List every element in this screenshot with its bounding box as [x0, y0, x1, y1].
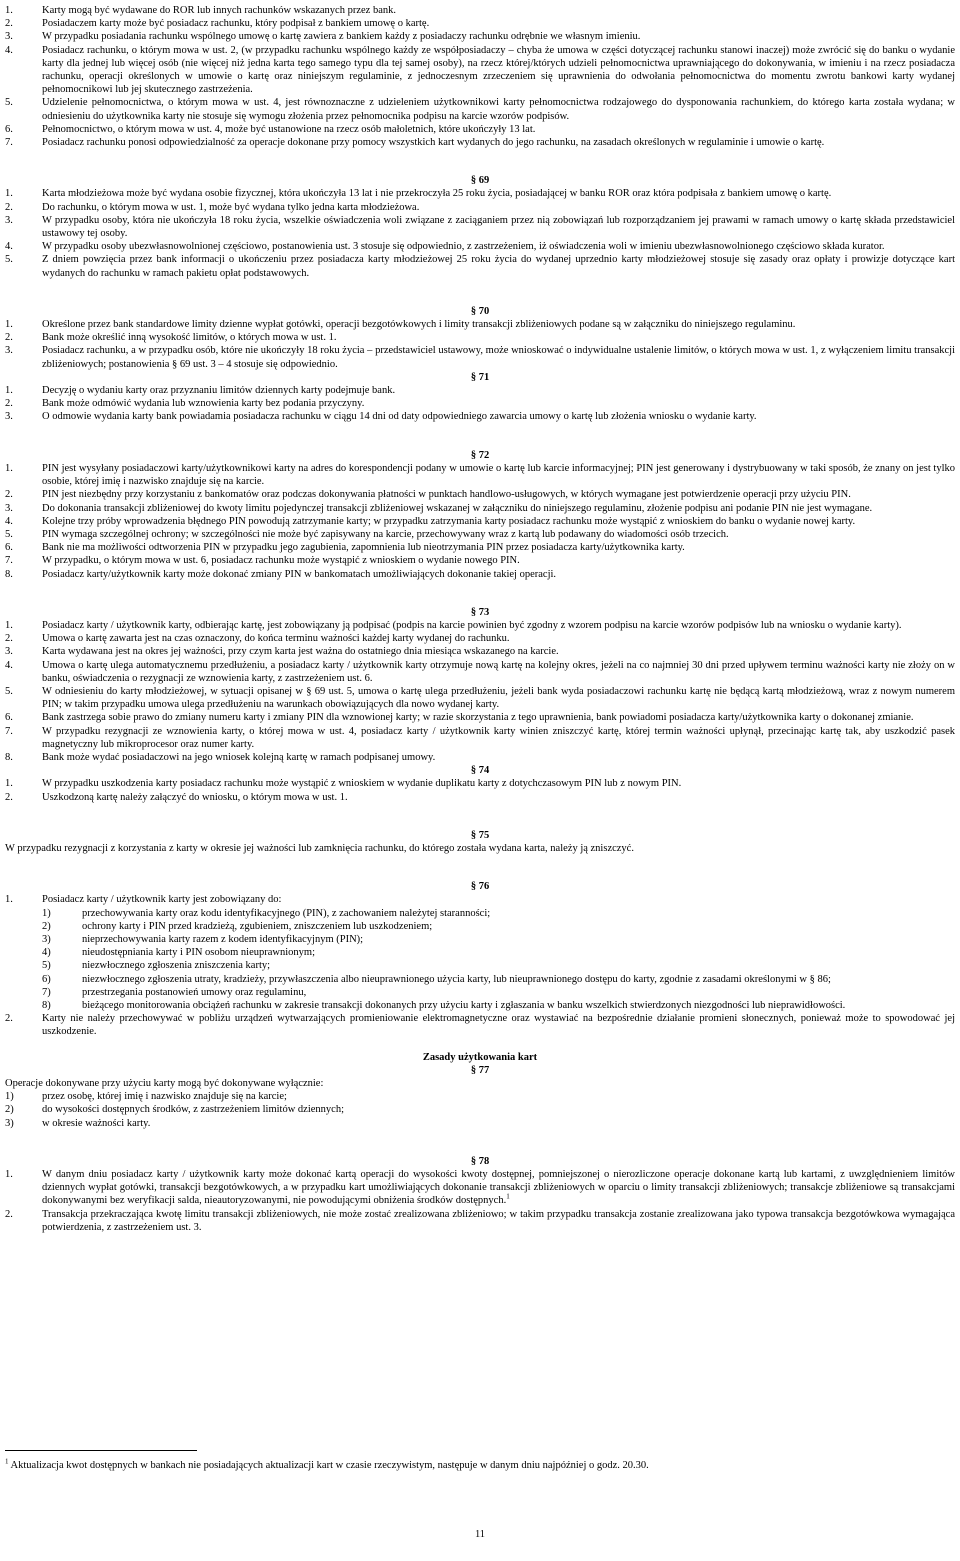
- list-item: 1. PIN jest wysyłany posiadaczowi karty/użytkownikowi karty na adres do korespondencji podany w umowie o kartę lub karcie informacyjnej; PIN jest generowany i dystrybuowany w taki sposób, że znany on jest tylko osobie, której imię i nazwisko znajduje się na karcie.: [5, 462, 955, 488]
- list-item: 1. Posiadacz karty / użytkownik karty jest zobowiązany do:: [5, 894, 282, 906]
- sub-list-item: 7) przestrzegania postanowień umowy oraz regulaminu,: [42, 986, 307, 998]
- list-item: 2. Do rachunku, o którym mowa w ust. 1, może być wydana tylko jedna karta młodzieżowa.: [5, 201, 420, 213]
- section-77: [5, 1077, 955, 1130]
- list-item: 6. Pełnomocnictwo, o którym mowa w ust. 4, może być ustanowione na rzecz osób małoletnich, które ukończyły 13 lat.: [5, 123, 536, 135]
- list-item: 8. Posiadacz karty/użytkownik karty może dokonać zmiany PIN w bankomatach umożliwiających dokonanie takiej operacji.: [5, 568, 557, 580]
- paragraph-heading-70: § 70: [470, 305, 490, 317]
- list-item: 7. W przypadku, o którym mowa w ust. 6, posiadacz rachunku może wystąpić z wnioskiem o wydanie nowego PIN.: [5, 555, 520, 567]
- list-item: 4. Posiadacz rachunku, o którym mowa w ust. 2, (w przypadku rachunku wspólnego każdy ze współposiadaczy – chyba że umowa w części dotyczącej rachunku stanowi inaczej) może zwrócić się do banku o wydanie karty dla jednej lub więcej osób (nie więcej niż jedna karta tego samego typu dla tej samej osoby), na rzecz której/których udzieli pełnomocnictwa uprawniającego do dokonywania, w imieniu i na rzecz posiadacza rachunku, operacji określonych w umowie o kartę oraz niniejszym regulaminie, z jednoczesnym zrzeczeniem się uprawnienia do odwołania pełnomocnictwa do momentu zwrotu bankowi karty wydanej pełnomocnikowi lub jej skutecznego zastrzeżenia.: [5, 44, 955, 96]
- page-number: 11: [474, 1529, 486, 1540]
- paragraph-heading-77: § 77: [470, 1064, 490, 1076]
- list-item: 3. Karta wydawana jest na okres jej ważności, przy czym karta jest ważna do ostatniego dnia miesiąca wskazanego na karcie.: [5, 646, 559, 658]
- footnote-marker: 1: [5, 1457, 9, 1466]
- paragraph-heading-73: § 73: [470, 606, 490, 618]
- document-page: [5, 0, 955, 1234]
- section-75-text: W przypadku rezygnacji z korzystania z karty w okresie jej ważności lub zamknięcia rachunku, do którego została wydana karta, należy ją zniszczyć.: [5, 842, 634, 854]
- list-item: 2. Bank może odmówić wydania lub wznowienia karty bez podania przyczyny.: [5, 398, 365, 410]
- list-item: 3. Posiadacz rachunku, a w przypadku osób, które nie ukończyły 18 roku życia – przedstawiciel ustawowy, może wnioskować o indywidualne ustalenie limitów, o których mowa w ust. 1, z wyłączeniem limitu transakcji zbliżeniowych; postanowienia § 69 ust. 3 – 4 stosuje się odpowiednio.: [5, 345, 955, 370]
- list-item: 2. PIN jest niezbędny przy korzystaniu z bankomatów oraz podczas dokonywania płatności w punktach handlowo-usługowych, w których wymagane jest potwierdzenie operacji przy użyciu PIN.: [5, 489, 851, 501]
- list-item: 1. Posiadacz karty / użytkownik karty, odbierając kartę, jest zobowiązany ją podpisać (podpis na karcie powinien być zgodny z wzorem podpisu na karcie wzorów podpisów lub na wniosku o wydanie karty).: [5, 619, 902, 631]
- list-item: 1. Karta młodzieżowa może być wydana osobie fizycznej, która ukończyła 13 lat i nie przekroczyła 25 roku życia, posiadającej w banku ROR oraz która podpisała z bankiem umowę o kartę.: [5, 188, 832, 200]
- list-item: 1. W danym dniu posiadacz karty / użytkownik karty może dokonać kartą operacji do wysokości kwoty dostępnej, pomniejszonej o nierozliczone operacje dokonane kartą lub kartami, z uwzględnieniem limitów dziennych wypłat gotówki, transakcji bezgotówkowych, a w przypadku kart umożliwiających dokonanie transakcji zbliżeniowych w oparciu o limity transakcji zbliżeniowych; transakcje zbliżeniowe są transakcjami dokonywanymi bez weryfikacji salda, nieautoryzowanymi, nie powodującymi obniżenia środków dostępnych.$^1$: [5, 1169, 955, 1207]
- section-71: [5, 384, 955, 424]
- list-item: 8. Bank może wydać posiadaczowi na jego wniosek kolejną kartę w ramach podpisanej umowy.: [5, 751, 436, 763]
- list-item: 5. Udzielenie pełnomocnictwa, o którym mowa w ust. 4, jest równoznaczne z udzieleniem użytkownikowi karty pełnomocnictwa rodzajowego do dysponowania rachunkiem, do którego karta została wydana; w odniesieniu do użytkownika karty nie stosuje się wymogu złożenia przez pełnomocnika podpisu na karcie wzorów podpisów.: [5, 97, 955, 122]
- footnote: $^1$ Aktualizacja kwot dostępnych w bankach nie posiadających aktualizacji kart w czasie rzeczywistym, następuje w danym dniu najpóźniej o godz. 20.30.: [5, 1457, 649, 1471]
- footnote-ref[interactable]: 1: [506, 1192, 510, 1201]
- list-item: 2. Karty nie należy przechowywać w pobliżu urządzeń wytwarzających promieniowanie elektromagnetyczne oraz wystawiać na bezpośrednie działanie promieni słonecznych, ponieważ może to spowodować jej uszkodzenie.: [5, 1013, 955, 1038]
- list-item: 3. W przypadku osoby, która nie ukończyła 18 roku życia, wszelkie oświadczenia woli związane z zaciąganiem przez nią zobowiązań lub rozporządzaniem jej prawami w ramach umowy o kartę składa przedstawiciel ustawowy tej osoby.: [5, 214, 955, 240]
- paragraph-heading-74: § 74: [470, 765, 490, 777]
- list-item: 1) przez osobę, której imię i nazwisko znajduje się na karcie;: [5, 1091, 287, 1103]
- list-item: 5. W odniesieniu do karty młodzieżowej, w sytuacji opisanej w § 69 ust. 5, umowa o kartę ulega przedłużeniu, jeżeli bank wyda posiadaczowi rachunku kartę nie będącą kartą młodzieżową, wraz z nowym numerem PIN; w takim przypadku umowa ulega przedłużeniu na warunkach obowiązujących dla nowo wydanej karty.: [5, 685, 955, 711]
- list-item: 4. W przypadku osoby ubezwłasnowolnionej częściowo, postanowienia ust. 3 stosuje się odpowiednio, z zastrzeżeniem, iż oświadczenia woli w imieniu ubezwłasnowolnionego częściowo składa kurator.: [5, 241, 885, 253]
- section-78: [5, 1168, 955, 1234]
- section-76: [5, 893, 955, 1038]
- list-item: 2. Bank może określić inną wysokość limitów, o których mowa w ust. 1.: [5, 332, 337, 344]
- list-item: 2. Transakcja przekraczająca kwotę limitu transakcji zbliżeniowych, nie może zostać zrealizowana zbliżeniowo; w takim przypadku transakcja zostanie zrealizowana jako typowa transakcja bezgotówkowa wymagająca potwierdzenia, z zastrzeżeniem ust. 3.: [5, 1208, 955, 1233]
- paragraph-heading-71: § 71: [470, 371, 490, 383]
- list-item: 4. Kolejne trzy próby wprowadzenia błędnego PIN powodują zatrzymanie karty; w przypadku zatrzymania karty posiadacz rachunku może wystąpić z wnioskiem do banku o wydanie nowej karty.: [5, 515, 856, 527]
- list-item: 1. Określone przez bank standardowe limity dzienne wypłat gotówki, operacji bezgotówkowych i limity transakcji zbliżeniowych podane są w załączniku do niniejszego regulaminu.: [5, 319, 796, 331]
- sub-list-item: 4) nieudostępniania karty i PIN osobom nieuprawnionym;: [42, 947, 316, 959]
- paragraph-heading-75: § 75: [470, 829, 490, 841]
- list-item: 2. Umowa o kartę zawarta jest na czas oznaczony, do końca terminu ważności każdej karty wydanej do rachunku.: [5, 633, 510, 645]
- list-item: 5. Z dniem powzięcia przez bank informacji o ukończeniu przez posiadacza karty młodzieżowej 25 roku życia do wydanej uprzednio karty młodzieżowej stosuje się zasady oraz opłaty i prowizje dotyczące kart wydanych do rachunku w ramach pakietu opłat podstawowych.: [5, 254, 955, 279]
- list-item: 2. Posiadaczem karty może być posiadacz rachunku, który podpisał z bankiem umowę o kartę.: [5, 18, 430, 30]
- list-item: 2) do wysokości dostępnych środków, z zastrzeżeniem limitów dziennych;: [5, 1104, 344, 1116]
- sub-list-item: 6) niezwłocznego zgłoszenia utraty, kradzieży, przywłaszczenia albo nieuprawnionego użycia karty, lub nieuprawnionego dostępu do karty, zgodnie z zasadami określonymi w § 86;: [42, 973, 831, 985]
- list-item: 6. Bank zastrzega sobie prawo do zmiany numeru karty i zmiany PIN dla wznowionej karty; w razie skorzystania z tego uprawnienia, bank powiadomi posiadacza karty/użytkownika karty o dokonanej zmianie.: [5, 712, 914, 724]
- list-item: 4. Umowa o kartę ulega automatycznemu przedłużeniu, a posiadacz karty / użytkownik karty otrzymuje nową kartę na kolejny okres, jeżeli na co najmniej 30 dni przed upływem terminu ważności karty nie złoży on w banku, oświadczenia o rezygnacji ze wznowienia karty, z zastrzeżeniem ust. 6.: [5, 659, 955, 684]
- paragraph-heading-72: § 72: [470, 449, 490, 461]
- footnote-divider: [5, 1450, 197, 1451]
- sub-list-item: 1) przechowywania karty oraz kodu identyfikacyjnego (PIN), z zachowaniem należytej staranności;: [42, 907, 491, 919]
- list-item: 1. W przypadku uszkodzenia karty posiadacz rachunku może wystąpić z wnioskiem w wydanie duplikatu karty z dotychczasowym PIN lub z nowym PIN.: [5, 778, 682, 790]
- paragraph-heading-76: § 76: [470, 881, 490, 893]
- section-72: [5, 462, 955, 581]
- section-title: Zasady użytkowania kart: [422, 1051, 538, 1063]
- section-69: [5, 187, 955, 279]
- list-item: 3. Do dokonania transakcji zbliżeniowej do kwoty limitu pojedynczej transakcji zbliżeniowej wskazanej w załączniku do niniejszego regulaminu, złożenie podpisu ani podanie PIN nie jest wymagane.: [5, 502, 873, 514]
- list-item: 5. PIN wymaga szczególnej ochrony; w szczególności nie może być zapisywany na karcie, przechowywany wraz z kartą lub podawany do wiadomości osób trzecich.: [5, 528, 729, 540]
- list-item: 1. Decyzję o wydaniu karty oraz przyznaniu limitów dziennych karty podejmuje bank.: [5, 385, 396, 397]
- sub-list-item: 2) ochrony karty i PIN przed kradzieżą, zgubieniem, zniszczeniem lub uszkodzeniem;: [42, 920, 433, 932]
- section-73: [5, 619, 955, 764]
- section-77-intro: Operacje dokonywane przy użyciu karty mogą być dokonywane wyłącznie:: [5, 1078, 324, 1090]
- list-item: 3. W przypadku posiadania rachunku wspólnego umowę o kartę zawiera z bankiem każdy z posiadaczy rachunku odrębnie we własnym imieniu.: [5, 31, 641, 43]
- list-item: 3. O odmowie wydania karty bank powiadamia posiadacza rachunku w ciągu 14 dni od daty odpowiedniego zawarcia umowy o kartę lub złożenia wniosku o wydanie karty.: [5, 411, 757, 423]
- sub-list-item: 5) niezwłocznego zgłoszenia zniszczenia karty;: [42, 960, 271, 972]
- list-item: 3) w okresie ważności karty.: [5, 1117, 151, 1129]
- sub-list-item: 3) nieprzechowywania karty razem z kodem identyfikacyjnym (PIN);: [42, 933, 364, 945]
- list-item: 2. Uszkodzoną kartę należy załączyć do wniosku, o którym mowa w ust. 1.: [5, 791, 348, 803]
- paragraph-heading-78: § 78: [470, 1155, 490, 1167]
- intro-list: [5, 4, 955, 149]
- list-item: 1. Karty mogą być wydawane do ROR lub innych rachunków wskazanych przez bank.: [5, 5, 396, 16]
- list-item: 6. Bank nie ma możliwości odtworzenia PIN w przypadku jego zagubienia, zapomnienia lub nieotrzymania PIN przez posiadacza karty/użytkownika karty.: [5, 542, 685, 554]
- paragraph-heading-69: § 69: [470, 175, 490, 187]
- list-item: 7. Posiadacz rachunku ponosi odpowiedzialność za operacje dokonane przy pomocy wszystkich kart wydanych do jego rachunku, na zasadach określonych w regulaminie i umowie o kartę.: [5, 137, 825, 149]
- section-74: [5, 777, 955, 803]
- list-item: 7. W przypadku rezygnacji ze wznowienia karty, o której mowa w ust. 4, posiadacz karty / użytkownik karty winien zniszczyć kartę, której termin ważności upłynął, przecinając kartę tak, aby uszkodzić pasek magnetyczny lub mikroprocesor oraz numer karty.: [5, 725, 955, 750]
- section-70: [5, 318, 955, 371]
- sub-list-item: 8) bieżącego monitorowania obciążeń rachunku w zakresie transakcji dokonanych przy użyciu karty i zgłaszania w banku wszelkich stwierdzonych niezgodności lub nieprawidłowości.: [42, 1000, 846, 1011]
